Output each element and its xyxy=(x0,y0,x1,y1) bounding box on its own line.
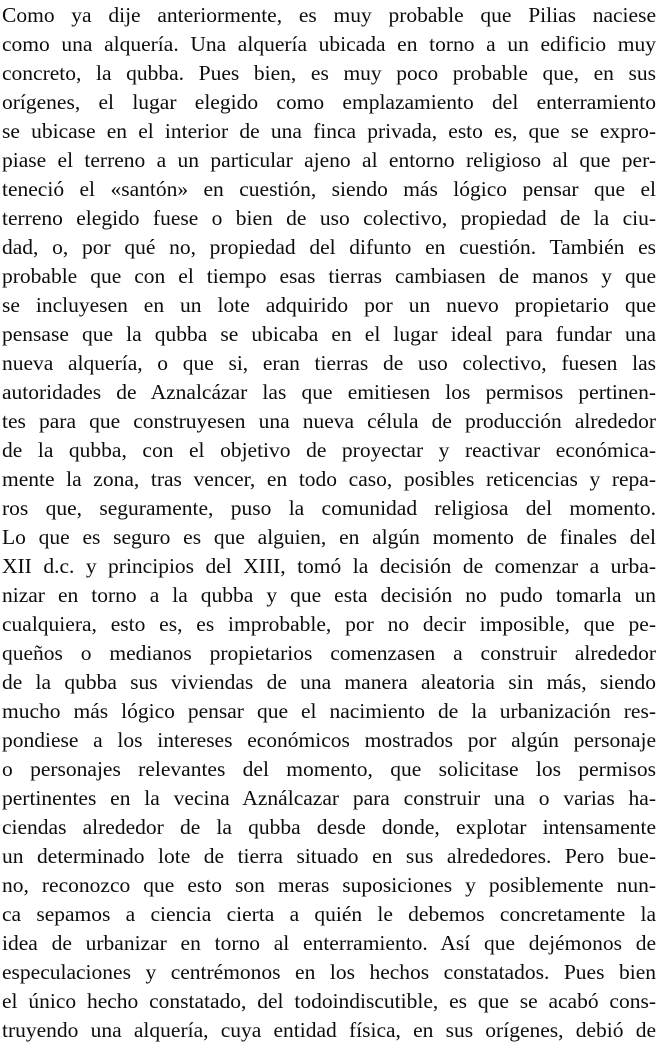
text-line: ros que, seguramente, puso la comunidad religiosa del momento. xyxy=(2,496,656,520)
text-line: autoridades de Aznalcázar las que emitiesen los permisos pertinen- xyxy=(2,380,656,404)
text-line: truyendo una alquería, cuya entidad física, en sus orígenes, debió de xyxy=(2,1018,656,1042)
paragraph-block xyxy=(2,1,656,1044)
text-line: de la qubba, con el objetivo de proyectar y reactivar económica- xyxy=(2,438,656,462)
text-line: se incluyesen en un lote adquirido por un nuevo propietario que xyxy=(2,293,656,317)
text-line: cualquiera, esto es, es improbable, por no decir imposible, que pe- xyxy=(2,612,656,636)
text-line: ca sepamos a ciencia cierta a quién le debemos concretamente la xyxy=(2,902,656,926)
text-line: Como ya dije anteriormente, es muy probable que Pilias naciese xyxy=(2,3,656,27)
text-line: orígenes, el lugar elegido como emplazamiento del enterramiento xyxy=(2,90,656,114)
text-line: XII d.c. y principios del XIII, tomó la decisión de comenzar a urba- xyxy=(2,554,656,578)
text-line: terreno elegido fuese o bien de uso colectivo, propiedad de la ciu- xyxy=(2,206,656,230)
text-line: pertinentes en la vecina Aználcazar para construir una o varias ha- xyxy=(2,786,656,810)
text-line: o personajes relevantes del momento, que solicitase los permisos xyxy=(2,757,656,781)
text-line: queños o medianos propietarios comenzasen a construir alrededor xyxy=(2,641,656,665)
text-line: ciendas alrededor de la qubba desde donde, explotar intensamente xyxy=(2,815,656,839)
text-line: como una alquería. Una alquería ubicada en torno a un edificio muy xyxy=(2,32,656,56)
text-line: nueva alquería, o que si, eran tierras de uso colectivo, fuesen las xyxy=(2,351,656,375)
text-line: pondiese a los intereses económicos mostrados por algún personaje xyxy=(2,728,656,752)
text-line: especulaciones y centrémonos en los hechos constatados. Pues bien xyxy=(2,960,656,984)
text-line: mente la zona, tras vencer, en todo caso, posibles reticencias y repa- xyxy=(2,467,656,491)
text-line: un determinado lote de tierra situado en sus alrededores. Pero bue- xyxy=(2,844,656,868)
text-line: mucho más lógico pensar que el nacimiento de la urbanización res- xyxy=(2,699,656,723)
text-line: se ubicase en el interior de una finca privada, esto es, que se expro- xyxy=(2,119,656,143)
text-line: no, reconozco que esto son meras suposiciones y posiblemente nun- xyxy=(2,873,656,897)
text-line: nizar en torno a la qubba y que esta decisión no pudo tomarla un xyxy=(2,583,656,607)
text-line: tes para que construyesen una nueva célula de producción alrededor xyxy=(2,409,656,433)
text-line: concreto, la qubba. Pues bien, es muy poco probable que, en sus xyxy=(2,61,656,85)
text-line: Lo que es seguro es que alguien, en algún momento de finales del xyxy=(2,525,656,549)
text-line: teneció el «santón» en cuestión, siendo más lógico pensar que el xyxy=(2,177,656,201)
text-line: pensase que la qubba se ubicaba en el lugar ideal para fundar una xyxy=(2,322,656,346)
text-line: idea de urbanizar en torno al enterramiento. Así que dejémonos de xyxy=(2,931,656,955)
text-line: piase el terreno a un particular ajeno al entorno religioso al que per- xyxy=(2,148,656,172)
text-line: probable que con el tiempo esas tierras cambiasen de manos y que xyxy=(2,264,656,288)
text-line: de la qubba sus viviendas de una manera aleatoria sin más, siendo xyxy=(2,670,656,694)
text-line: el único hecho constatado, del todoindiscutible, es que se acabó cons- xyxy=(2,989,656,1013)
text-line: dad, o, por qué no, propiedad del difunto en cuestión. También es xyxy=(2,235,656,259)
